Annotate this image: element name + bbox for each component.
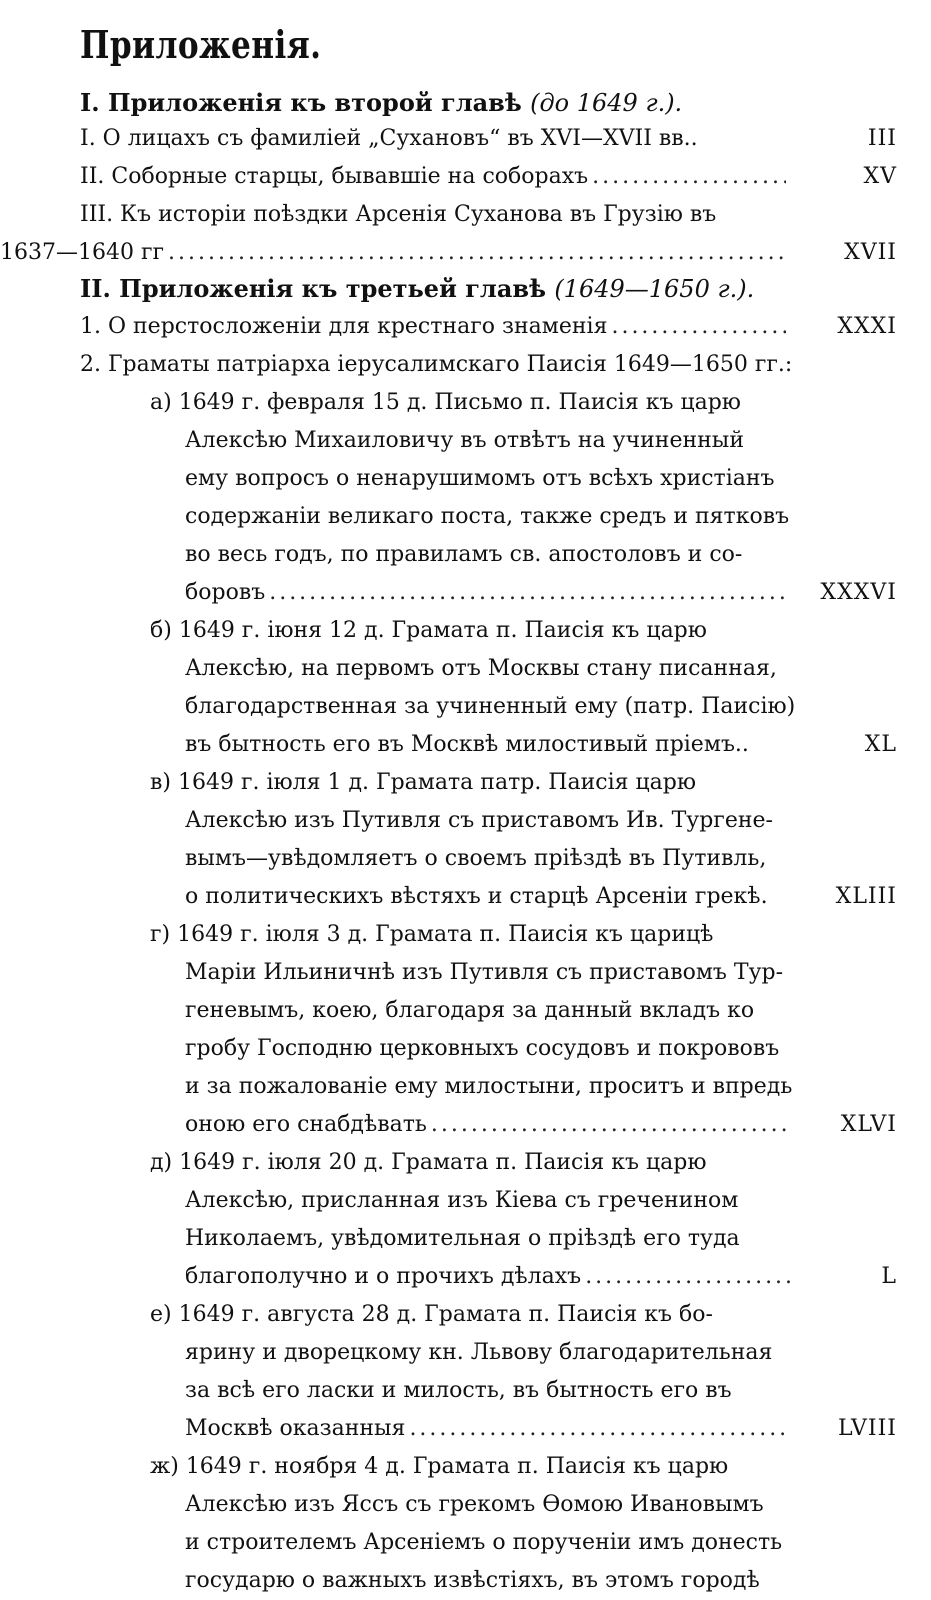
- sub-entry-a-line3: ему вопросъ о ненарушимомъ отъ всѣхъ христіанъ: [185, 466, 775, 491]
- sub-entry-g-line2: Алексѣю изъ Яссъ съ грекомъ Ѳомою Ивановымъ: [185, 1492, 764, 1517]
- sub-entry-b-line4: въ бытность его въ Москвѣ милостивый пріемъ..: [185, 732, 749, 757]
- sub-entry-a-line6: [185, 576, 795, 610]
- toc-entry-4-page: XXXI: [837, 314, 897, 339]
- sub-entry-f-line3: за всѣ его ласки и милость, въ бытность его въ: [185, 1378, 732, 1403]
- sub-entry-a-line4: содержаніи великаго поста, также средъ и пятковъ: [185, 504, 790, 529]
- sub-entry-d-line6: [185, 1108, 795, 1142]
- sub-entry-a-line5: во весь годъ, по правиламъ св. апостоловъ и со-: [185, 542, 743, 567]
- section-heading-1-years: (до 1649 г.).: [530, 89, 683, 117]
- sub-entry-f-page: LVIII: [838, 1416, 897, 1441]
- sub-entry-d-line4: гробу Господню церковныхъ сосудовъ и покрововъ: [185, 1036, 780, 1061]
- leader-dots: [592, 160, 786, 194]
- sub-entry-e-line3: Николаемъ, увѣдомительная о пріѣздѣ его туда: [185, 1226, 740, 1251]
- sub-entry-c-line2: Алексѣю изъ Путивля съ приставомъ Ив. Тургене-: [185, 808, 773, 833]
- leader-dots: [269, 576, 791, 610]
- section-heading-1-text: I. Приложенія къ второй главѣ: [80, 88, 522, 117]
- sub-entry-c-line1: в) 1649 г. іюля 1 д. Грамата патр. Паисія царю: [150, 770, 697, 795]
- sub-entry-g-line4: государю о важныхъ извѣстіяхъ, въ этомъ городѣ: [185, 1568, 760, 1593]
- toc-entry-3-page: XVII: [844, 240, 897, 265]
- sub-entry-c-line3: вымъ—увѣдомляетъ о своемъ пріѣздѣ въ Путивль,: [185, 846, 767, 871]
- leader-dots: [611, 310, 786, 344]
- sub-entry-d-text: оною его снабдѣвать: [185, 1112, 427, 1137]
- leader-dots: [585, 1260, 791, 1294]
- sub-entry-f-text: Москвѣ оказанныя: [185, 1416, 406, 1441]
- sub-entry-d-line5: и за пожалованіе ему милостыни, проситъ и впредь: [185, 1074, 793, 1099]
- section-heading-2-text: II. Приложенія къ третьей главѣ: [80, 274, 546, 303]
- sub-entry-c-page: XLIII: [835, 884, 897, 909]
- sub-entry-e-line2: Алексѣю, присланная изъ Кіева съ греченином: [185, 1188, 739, 1213]
- toc-entry-1-text: I. О лицахъ съ фамиліей „Сухановъ“ въ XVI—XVII вв..: [80, 126, 698, 151]
- sub-entry-d-line3: геневымъ, коею, благодаря за данный вкладъ ко: [185, 998, 755, 1023]
- sub-entry-d-line1: г) 1649 г. іюля 3 д. Грамата п. Паисія къ царицѣ: [150, 922, 714, 947]
- sub-entry-d-line2: Маріи Ильиничнѣ изъ Путивля съ приставомъ Тур-: [185, 960, 784, 985]
- sub-entry-b-line2: Алексѣю, на первомъ отъ Москвы стану писанная,: [185, 656, 777, 681]
- sub-entry-a-page: XXXVI: [820, 580, 897, 605]
- sub-entry-f-line1: е) 1649 г. августа 28 д. Грамата п. Паисія къ бо-: [150, 1302, 713, 1327]
- sub-entry-g-line1: ж) 1649 г. ноября 4 д. Грамата п. Паисія къ царю: [150, 1454, 729, 1479]
- sub-entry-g-line3: и строителемъ Арсеніемъ о порученіи имъ донесть: [185, 1530, 783, 1555]
- toc-entry-2: [80, 160, 790, 194]
- toc-entry-3-line2: [0, 236, 790, 270]
- sub-entry-b-line3: благодарственная за учиненный ему (патр. Паисію): [185, 694, 796, 719]
- section-heading-1: [80, 86, 682, 120]
- sub-entry-a-line1: а) 1649 г. февраля 15 д. Письмо п. Паисія къ царю: [150, 390, 741, 415]
- toc-entry-2-text: II. Соборные старцы, бывавшіе на соборахъ: [80, 164, 589, 189]
- sub-entry-e-page: L: [881, 1264, 897, 1289]
- sub-entry-d-page: XLVI: [840, 1112, 897, 1137]
- toc-entry-3-text: 1637—1640 гг: [0, 240, 165, 265]
- toc-entry-1-page: III: [867, 126, 897, 151]
- toc-entry-2-page: XV: [863, 164, 897, 189]
- sub-entry-e-text: благополучно и о прочихъ дѣлахъ: [185, 1264, 582, 1289]
- section-heading-2-years: (1649—1650 г.).: [554, 275, 755, 303]
- sub-entry-b-line1: б) 1649 г. іюня 12 д. Грамата п. Паисія къ царю: [150, 618, 707, 643]
- toc-entry-4-text: 1. О перстосложеніи для крестнаго знаменія: [80, 314, 608, 339]
- leader-dots: [168, 236, 786, 270]
- toc-entry-4: [80, 310, 790, 344]
- leader-dots: [409, 1412, 791, 1446]
- sub-entry-e-line4: [185, 1260, 795, 1294]
- sub-entry-a-text: боровъ: [185, 580, 266, 605]
- toc-entry-3-line1: III. Къ исторіи поѣздки Арсенія Суханова въ Грузію въ: [80, 202, 717, 227]
- sub-entry-a-line2: Алексѣю Михаиловичу въ отвѣтъ на учиненный: [185, 428, 744, 453]
- section-heading-2: [80, 272, 754, 306]
- leader-dots: [431, 1108, 791, 1142]
- toc-entry-1: [80, 122, 800, 156]
- sub-entry-b-page: XL: [864, 732, 897, 757]
- sub-entry-f-line4: [185, 1412, 795, 1446]
- toc-entry-5: 2. Граматы патріарха іерусалимскаго Паисія 1649—1650 гг.:: [80, 352, 793, 377]
- sub-entry-f-line2: ярину и дворецкому кн. Львову благодарительная: [185, 1340, 773, 1365]
- sub-entry-c-line4: о политическихъ вѣстяхъ и старцѣ Арсеніи грекѣ.: [185, 884, 768, 909]
- page-title: Приложенія.: [80, 22, 322, 67]
- sub-entry-e-line1: д) 1649 г. іюля 20 д. Грамата п. Паисія къ царю: [150, 1150, 707, 1175]
